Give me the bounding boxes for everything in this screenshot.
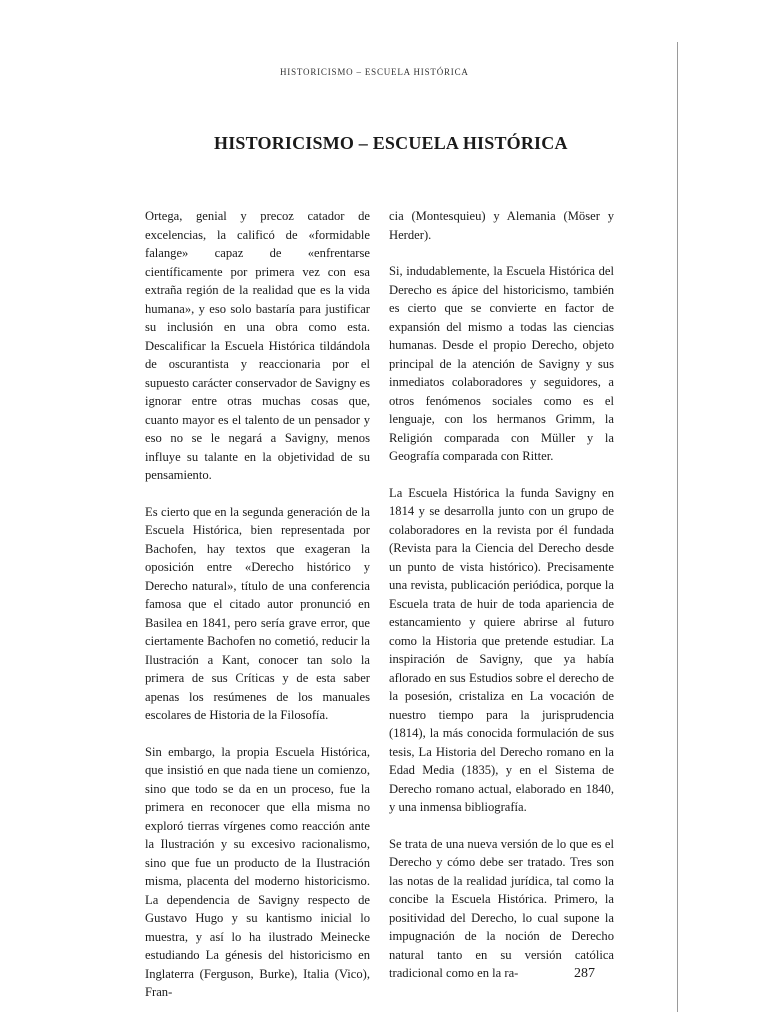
left-column [145,207,370,1020]
paragraph: Sin embargo, la propia Escuela Histórica, que insistió en que nada tiene un comienzo, sino que todo se da en un proceso, fue la primera en reconocer que ella misma no exploró tierras vírgenes como reacción ante la Ilustración y su excesivo racionalismo, sino que fue un producto de la Ilustración misma, placenta del moderno historicismo. La dependencia de Savigny respecto de Gustavo Hugo y su kantismo inicial lo muestra, y así lo ha ilustrado Meinecke estudiando La génesis del historicismo en Inglaterra (Ferguson, Burke), Italia (Vico), Fran- [145,744,370,999]
page-title: HISTORICISMO – ESCUELA HISTÓRICA [214,133,568,153]
page-number: 287 [574,966,595,981]
paragraph: Se trata de una nueva versión de lo que es el Derecho y cómo debe ser tratado. Tres son las notas de la realidad jurídica, tal como la concibe la Escuela Histórica. Primero, la positividad del Derecho, lo cual supone la impugnación de la noción de Derecho natural tanto en su versión católica tradicional como en la ra- [389,836,614,980]
paragraph: Si, indudablemente, la Escuela Histórica del Derecho es ápice del historicismo, también es cierto que se convierte en factor de expansión del mismo a todas las ciencias humanas. Desde el propio Derecho, objeto principal de la atención de Savigny y sus inmediatos colaboradores y seguidores, a otros fenómenos sociales como es el lenguaje, con los hermanos Grimm, la Religión comparada con Müller y la Geografía comparada con Ritter. [389,264,614,463]
page-edge-line [677,42,678,1012]
paragraph: cia (Montesquieu) y Alemania (Möser y Herder). [389,209,614,242]
paragraph: Es cierto que en la segunda generación de la Escuela Histórica, bien representada por Bachofen, hay textos que exageran la oposición entre «Derecho histórico y Derecho natural», título de una conferencia famosa que el citado autor pronunció en Basilea en 1841, pero sería grave error, que ciertamente Bachofen no cometió, reducir la Ilustración a Kant, conocer tan solo la primera de sus Críticas y de esta saber apenas los resúmenes de los manuales escolares de Historia de la Filosofía. [145,504,370,722]
paragraph: Ortega, genial y precoz catador de excelencias, la calificó de «formidable falange» capaz de «enfrentarse científicamente por primera vez con esa extraña región de la realidad que es la vida humana», y eso solo bastaría para justificar su inclusión en una obra como esta. Descalificar la Escuela Histórica tildándola de oscurantista y reaccionaria por el supuesto carácter conservador de Savigny es ignorar entre otras muchas cosas que, cuanto mayor es el talento de un pensador y eso no se le negará a Savigny, menos influye su talante en la objetividad de su pensamiento. [145,209,370,482]
paragraph: La Escuela Histórica la funda Savigny en 1814 y se desarrolla junto con un grupo de colaboradores en la revista por él fundada (Revista para la Ciencia del Derecho desde un punto de vista histórico). Precisamente una revista, publicación periódica, porque la Escuela trata de huir de toda apariencia de estancamiento y quiere abrirse al futuro como la Historia que pretende estudiar. La inspiración de Savigny, que ya había aflorado en sus Estudios sobre el derecho de la posesión, cristaliza en La vocación de nuestro tiempo para la jurisprudencia (1814), la más conocida formulación de sus tesis, La Historia del Derecho romano en la Edad Media (1835), y en el Sistema de Derecho romano actual, elaborado en 1840, y una inmensa bibliografía. [389,485,614,814]
right-column [389,207,614,1001]
running-head: HISTORICISMO – ESCUELA HISTÓRICA [280,67,469,77]
